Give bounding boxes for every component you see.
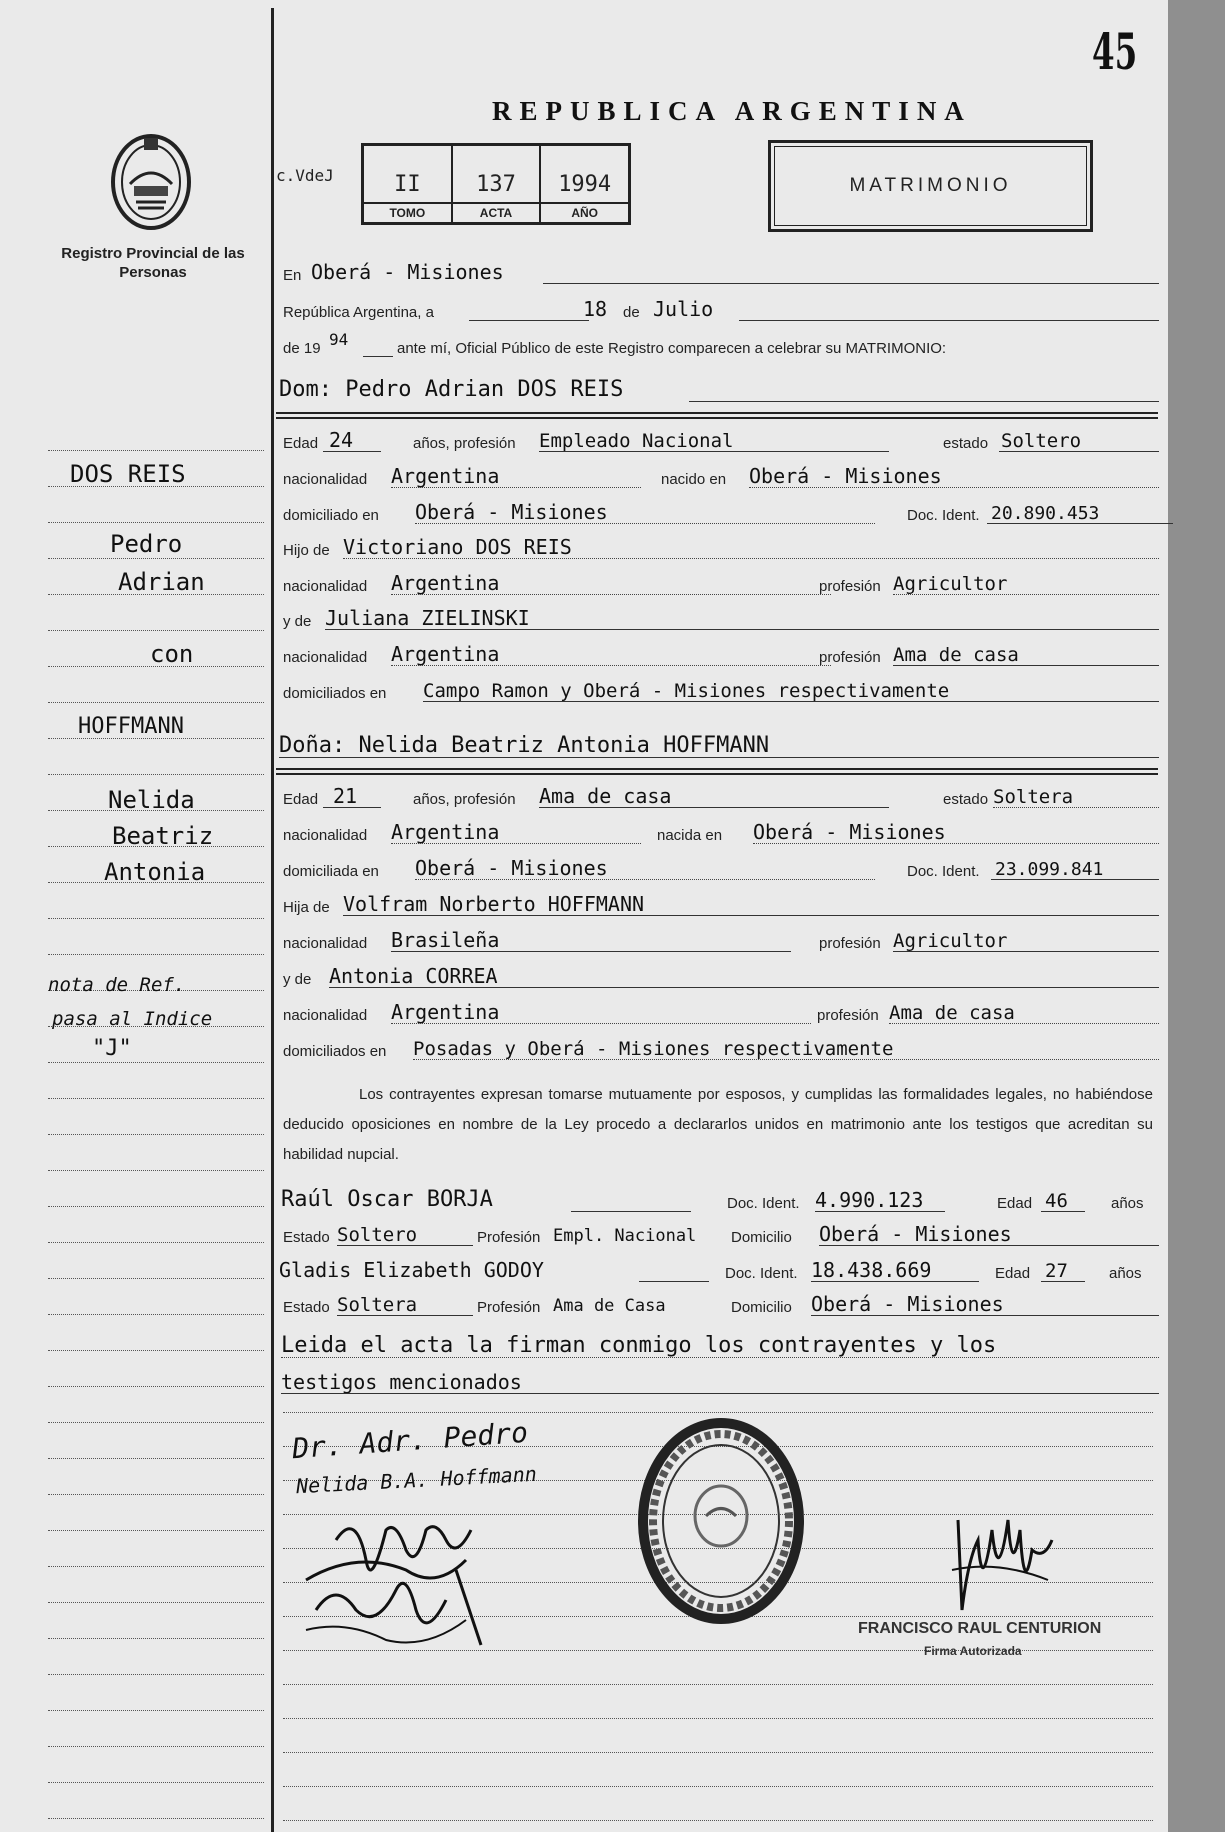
margin-note-1: nota de Ref. [48, 974, 186, 996]
tomo-value: II [394, 172, 421, 197]
closing-text-1: Leida el acta la firman conmigo los contrayentes y los [281, 1333, 997, 1358]
bride-mother: Antonia CORREA [329, 964, 498, 988]
acta-cell [453, 146, 542, 222]
republica-label: República Argentina, a [283, 304, 434, 321]
groom-separator [276, 412, 1158, 419]
registry-stamp-icon [636, 1416, 806, 1626]
acta-label: ACTA [453, 202, 540, 222]
witness1-detail-line [283, 1222, 1159, 1248]
w2-estado-label: Estado [283, 1299, 330, 1316]
bride-separator [276, 768, 1158, 775]
official-title: Firma Autorizada [924, 1644, 1022, 1658]
mother-nac-label: nacionalidad [283, 649, 368, 666]
witness1-age: 46 [1045, 1190, 1068, 1212]
margin-note-3: "J" [92, 1036, 132, 1061]
bride-nac-label: nacionalidad [283, 827, 368, 844]
w1-edad-label: Edad [997, 1195, 1033, 1212]
margin-given-1a: Pedro [110, 530, 183, 558]
act-type: MATRIMONIO [774, 146, 1087, 226]
registry-code: c.VdeJ [276, 166, 334, 185]
bride-father-line [283, 892, 1159, 918]
groom-mother: Juliana ZIELINSKI [325, 606, 530, 630]
w2-dom-label: Domicilio [731, 1299, 792, 1316]
anio-cell [541, 146, 628, 222]
bride-parents-residence: Posadas y Oberá - Misiones respectivamente [413, 1038, 894, 1060]
tomo-label: TOMO [364, 202, 451, 222]
w1-anos-label: años [1111, 1195, 1144, 1212]
groom-doc: 20.890.453 [991, 503, 1100, 524]
bride-age: 21 [333, 784, 358, 808]
nac-label: nacionalidad [283, 471, 368, 488]
en-label: En [283, 267, 302, 284]
bride-father-nac-line [283, 928, 1159, 954]
groom-edad-line [283, 428, 1159, 454]
groom-parents-residence: Campo Ramon y Oberá - Misiones respectivamente [423, 680, 950, 702]
bride-edad-line [283, 784, 1159, 810]
witness2-name: Gladis Elizabeth GODOY [279, 1258, 544, 1282]
estado-label: estado [943, 435, 989, 452]
anio-label: AÑO [541, 202, 628, 222]
margin-given-2c: Antonia [104, 858, 206, 886]
margin-given-2a: Nelida [108, 786, 195, 814]
w2-prof-label: Profesión [477, 1299, 541, 1316]
closing-line-2 [281, 1366, 1159, 1396]
bride-mother-line [283, 964, 1159, 990]
groom-father: Victoriano DOS REIS [343, 535, 572, 559]
w2-doc-label: Doc. Ident. [725, 1265, 798, 1282]
place-line [283, 260, 1159, 286]
groom-father-profession: Agricultor [893, 573, 1008, 595]
witness1-doc: 4.990.123 [815, 1188, 924, 1212]
bride-profession: Ama de casa [539, 784, 672, 808]
bride-father: Volfram Norberto HOFFMANN [343, 892, 645, 916]
bride-anos-prof-label: años, profesión [413, 791, 516, 808]
month-value: Julio [653, 297, 714, 321]
margin-note-2: pasa al Indice [52, 1008, 213, 1030]
witness-signatures-icon [296, 1500, 496, 1650]
groom-name-line [279, 374, 1159, 404]
bride-edad-label: Edad [283, 791, 319, 808]
declaration-text: Los contrayentes expresan tomarse mutuamente por esposos, y cumplidas las formalidades legales, no habiéndose deducido oposiciones en nombre de la Ley procedo a declararlos unidos en matrimonio ante los testigos que acreditan su habilidad nupcial. [283, 1086, 1153, 1163]
bride-father-nac-label: nacionalidad [283, 935, 368, 952]
day-value: 18 [583, 297, 608, 321]
bride-parents-dom-line [283, 1036, 1159, 1062]
witness2-profession: Ama de Casa [553, 1296, 666, 1316]
provincial-seal-icon [108, 132, 194, 232]
bride-mother-prof-label: profesión [817, 1007, 879, 1024]
hija-label: Hija de [283, 899, 330, 916]
witness1-profession: Empl. Nacional [553, 1226, 697, 1246]
hijo-label: Hijo de [283, 542, 330, 559]
bride-nationality: Argentina [391, 820, 500, 844]
closing-text-2: testigos mencionados [281, 1370, 522, 1394]
w2-edad-label: Edad [995, 1265, 1031, 1282]
bride-mother-nationality: Argentina [391, 1000, 500, 1024]
year-prefix: de 19 [283, 340, 321, 357]
de-label: de [623, 304, 640, 321]
margin-con: con [150, 640, 194, 668]
witness1-name: Raúl Oscar BORJA [281, 1187, 493, 1212]
bride-name: Doña: Nelida Beatriz Antonia HOFFMANN [279, 733, 770, 758]
bride-civil-status: Soltera [993, 786, 1074, 808]
yde-label: y de [283, 613, 312, 630]
anio-value: 1994 [558, 172, 612, 197]
groom-mother-profession: Ama de casa [893, 644, 1019, 666]
groom-profession: Empleado Nacional [539, 430, 734, 452]
witness2-doc: 18.438.669 [811, 1258, 932, 1282]
bride-doc: 23.099.841 [995, 859, 1104, 880]
groom-father-nac-line [283, 571, 1159, 597]
signature-groom: Dr. Adr. Pedro [291, 1415, 529, 1466]
signature-bride: Nelida B.A. Hoffmann [295, 1461, 538, 1499]
groom-nac-line [283, 464, 1159, 490]
bride-dom-label: domiciliada en [283, 863, 379, 880]
groom-dom-line [283, 500, 1173, 526]
edad-label: Edad [283, 435, 319, 452]
groom-civil-status: Soltero [1001, 430, 1082, 452]
nacida-label: nacida en [657, 827, 723, 844]
page-number: 45 [1092, 22, 1138, 81]
mother-prof-label: profesión [819, 649, 881, 666]
official-signature-icon [948, 1500, 1058, 1630]
groom-mother-nac-line [283, 642, 1159, 668]
w1-estado-label: Estado [283, 1229, 330, 1246]
intro-text: ante mí, Oficial Público de este Registro comparecen a celebrar su MATRIMONIO: [397, 340, 947, 357]
bride-father-nationality: Brasileña [391, 928, 500, 952]
father-nac-label: nacionalidad [283, 578, 368, 595]
margin-divider [271, 8, 274, 1832]
bride-mother-nac-label: nacionalidad [283, 1007, 368, 1024]
w1-doc-label: Doc. Ident. [727, 1195, 800, 1212]
bride-birthplace: Oberá - Misiones [753, 820, 946, 844]
w1-dom-label: Domicilio [731, 1229, 792, 1246]
groom-birthplace: Oberá - Misiones [749, 464, 942, 488]
bride-nac-line [283, 820, 1159, 846]
witness2-age: 27 [1045, 1260, 1068, 1282]
date-line [283, 297, 1159, 323]
intro-line [283, 330, 1159, 359]
groom-age: 24 [329, 428, 354, 452]
official-name: FRANCISCO RAUL CENTURION [858, 1620, 1102, 1637]
tomo-cell [364, 146, 453, 222]
bride-dom-line [283, 856, 1159, 882]
bride-parents-dom-label: domiciliados en [283, 1043, 387, 1060]
witness1-residence: Oberá - Misiones [819, 1222, 1012, 1246]
groom-name: Dom: Pedro Adrian DOS REIS [279, 377, 624, 402]
groom-mother-nationality: Argentina [391, 642, 500, 666]
groom-father-line [283, 535, 1159, 561]
bride-residence: Oberá - Misiones [415, 856, 608, 880]
act-type-box [768, 140, 1093, 232]
groom-parents-dom-line [283, 678, 1159, 704]
bride-estado-label: estado [943, 791, 989, 808]
witness1-line [281, 1184, 1159, 1214]
margin-given-2b: Beatriz [112, 822, 214, 850]
groom-mother-line [283, 606, 1159, 632]
doc-label: Doc. Ident. [907, 507, 980, 524]
groom-nationality: Argentina [391, 464, 500, 488]
groom-residence: Oberá - Misiones [415, 500, 608, 524]
father-prof-label: profesión [819, 578, 881, 595]
margin-surname-1: DOS REIS [70, 460, 186, 488]
nacido-label: nacido en [661, 471, 727, 488]
closing-line-1 [281, 1330, 1159, 1360]
margin-given-1b: Adrian [118, 568, 205, 596]
dom-label: domiciliado en [283, 507, 379, 524]
bride-father-prof-label: profesión [819, 935, 881, 952]
witness1-civil-status: Soltero [337, 1224, 418, 1246]
bride-yde-label: y de [283, 971, 312, 988]
registry-box [361, 143, 631, 225]
parents-dom-label: domiciliados en [283, 685, 387, 702]
registry-org: Registro Provincial de las Personas [61, 245, 245, 281]
w2-anos-label: años [1109, 1265, 1142, 1282]
acta-value: 137 [476, 172, 516, 197]
w1-prof-label: Profesión [477, 1229, 541, 1246]
anos-prof-label: años, profesión [413, 435, 516, 452]
witness2-line [279, 1254, 1159, 1284]
witness2-detail-line [283, 1292, 1159, 1318]
year-suffix: 94 [329, 330, 349, 349]
bride-father-profession: Agricultor [893, 930, 1008, 952]
groom-father-nationality: Argentina [391, 571, 500, 595]
bride-mother-profession: Ama de casa [889, 1002, 1015, 1024]
place-value: Oberá - Misiones [311, 260, 504, 284]
margin-surname-2: HOFFMANN [78, 714, 184, 739]
witness2-civil-status: Soltera [337, 1294, 418, 1316]
witness2-residence: Oberá - Misiones [811, 1292, 1004, 1316]
country-heading: REPUBLICA ARGENTINA [492, 96, 972, 126]
bride-doc-label: Doc. Ident. [907, 863, 980, 880]
bride-mother-nac-line [283, 1000, 1159, 1026]
bride-name-line [279, 730, 1159, 760]
